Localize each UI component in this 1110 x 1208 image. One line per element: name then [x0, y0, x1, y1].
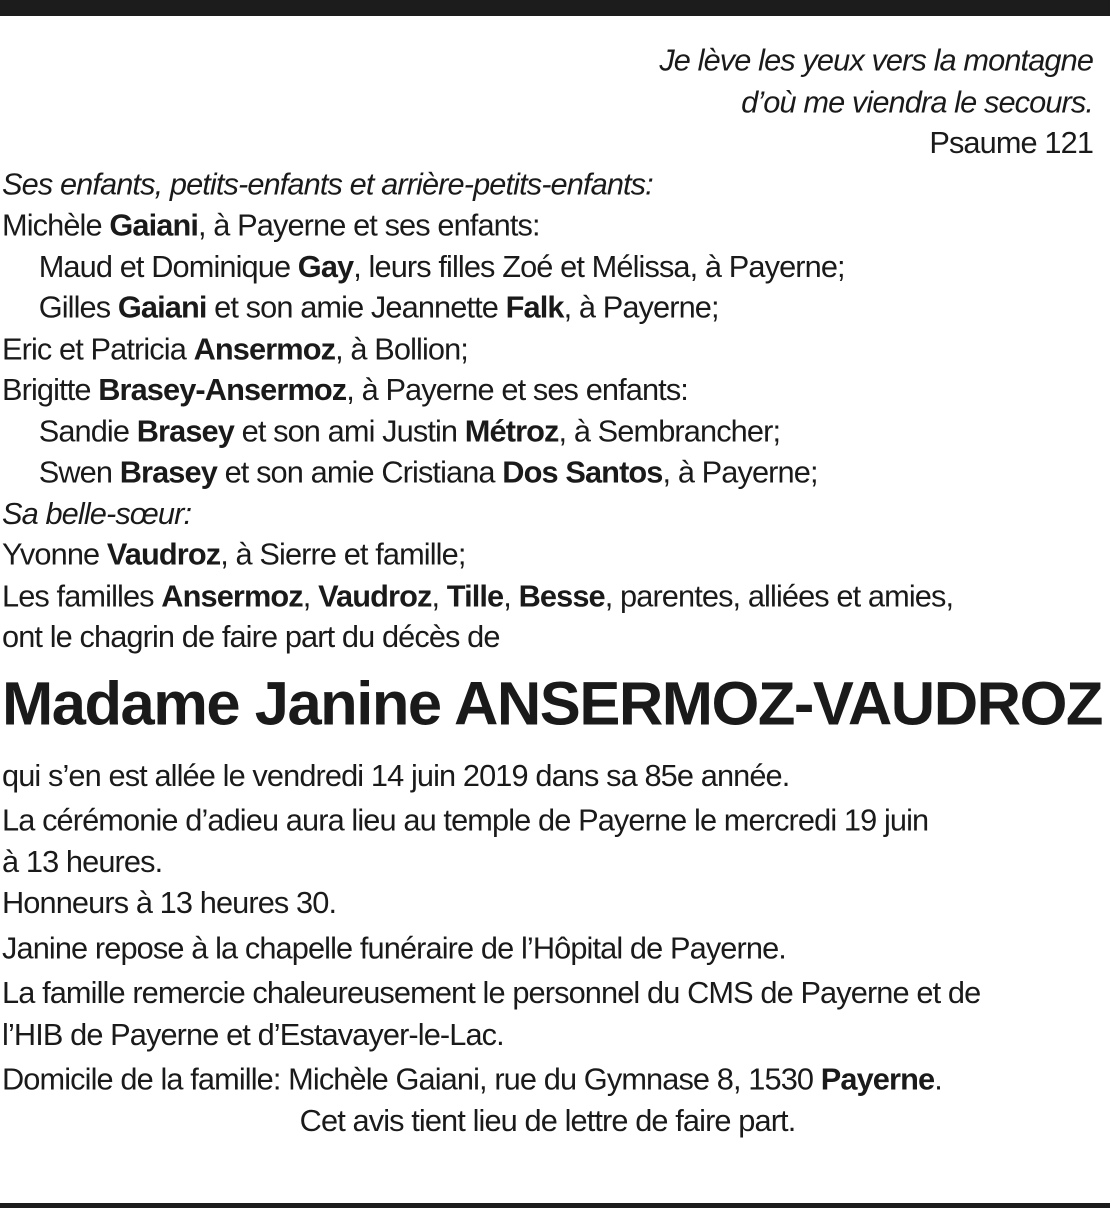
death-date-paragraph: qui s’en est allée le vendredi 14 juin 2019 dans sa 85e année. — [2, 757, 790, 793]
text: Sandie — [38, 413, 137, 449]
announcement-line: ont le chagrin de faire part du décès de — [2, 619, 500, 654]
text: , — [302, 578, 319, 613]
text: Brigitte — [2, 372, 99, 407]
text: , parentes, alliées et amies, — [604, 578, 954, 613]
text: Maud et Dominique — [38, 248, 298, 284]
family-line — [2, 452, 1093, 493]
text: Gilles — [38, 289, 118, 325]
surname: Brasey — [119, 454, 217, 490]
text: , — [503, 578, 519, 613]
text: , à Sierre et famille; — [220, 536, 466, 572]
surname: Besse — [518, 578, 605, 613]
thanks-line-2: l’HIB de Payerne et d’Estavayer-le-Lac. — [2, 1016, 504, 1052]
text: et son ami Justin — [233, 413, 465, 449]
surname: Gay — [297, 248, 354, 284]
ceremony-line-2: à 13 heures. — [2, 843, 163, 879]
psalm-line-2: d’où me viendra le secours. — [741, 84, 1094, 119]
surname: Gaiani — [109, 207, 198, 243]
text: , à Bollion; — [335, 331, 468, 366]
top-rule — [0, 0, 1110, 16]
ceremony-line-1: La cérémonie d’adieu aura lieu au temple de Payerne le mercredi 19 juin — [2, 802, 929, 838]
honours-paragraph: Honneurs à 13 heures 30. — [2, 885, 337, 920]
text: , — [431, 578, 447, 613]
thanks-line-1: La famille remercie chaleureusement le personnel du CMS de Payerne et de — [2, 975, 981, 1011]
text: Eric et Patricia — [2, 331, 194, 366]
text: , à Payerne et ses enfants: — [346, 372, 688, 407]
surname: Métroz — [464, 413, 559, 449]
family-line — [2, 369, 1093, 410]
surname: Ansermoz — [193, 331, 336, 366]
family-line — [2, 410, 1093, 451]
family-line — [2, 534, 1093, 575]
surname: Brasey-Ansermoz — [98, 372, 347, 407]
text: Les familles — [2, 578, 162, 613]
text: , à Payerne; — [563, 289, 719, 325]
text: , à Payerne et ses enfants: — [197, 207, 540, 243]
closing-note: Cet avis tient lieu de lettre de faire part. — [299, 1102, 796, 1138]
surname: Dos Santos — [502, 454, 663, 490]
surname: Gaiani — [117, 289, 207, 325]
children-heading: Ses enfants, petits-enfants et arrière-petits-enfants: — [2, 166, 653, 202]
chapel-paragraph: Janine repose à la chapelle funéraire de l’Hôpital de Payerne. — [2, 930, 786, 965]
text: et son amie Jeannette — [206, 289, 506, 325]
text: . — [934, 1061, 942, 1097]
deceased-name: Madame Janine ANSERMOZ-VAUDROZ — [2, 669, 1102, 738]
psalm-line-1: Je lève les yeux vers la montagne — [659, 42, 1094, 78]
bottom-rule — [0, 1203, 1110, 1208]
text: Swen — [38, 454, 120, 490]
family-line — [2, 287, 1093, 328]
text: Yvonne — [2, 536, 107, 572]
city: Payerne — [820, 1061, 935, 1097]
surname: Brasey — [136, 413, 234, 449]
text: Domicile de la famille: Michèle Gaiani, rue du Gymnase 8, 1530 — [2, 1061, 821, 1097]
family-line — [2, 575, 1093, 616]
text: , leurs filles Zoé et Mélissa, à Payerne; — [353, 248, 845, 284]
text: et son amie Cristiana — [216, 454, 503, 490]
family-line — [2, 246, 1093, 287]
family-address — [2, 1059, 1093, 1100]
surname: Vaudroz — [106, 536, 221, 572]
text: Michèle — [2, 207, 110, 243]
psalm-reference: Psaume 121 — [929, 125, 1094, 161]
surname: Ansermoz — [161, 578, 303, 613]
family-line — [2, 205, 1093, 246]
sister-in-law-heading: Sa belle-sœur: — [2, 495, 192, 531]
text: , à Sembrancher; — [558, 413, 781, 449]
family-line — [2, 328, 1093, 369]
text: , à Payerne; — [662, 454, 818, 490]
obituary-notice — [2, 40, 1102, 1141]
surname: Vaudroz — [318, 578, 432, 613]
surname: Tille — [446, 578, 504, 613]
surname: Falk — [505, 289, 564, 325]
